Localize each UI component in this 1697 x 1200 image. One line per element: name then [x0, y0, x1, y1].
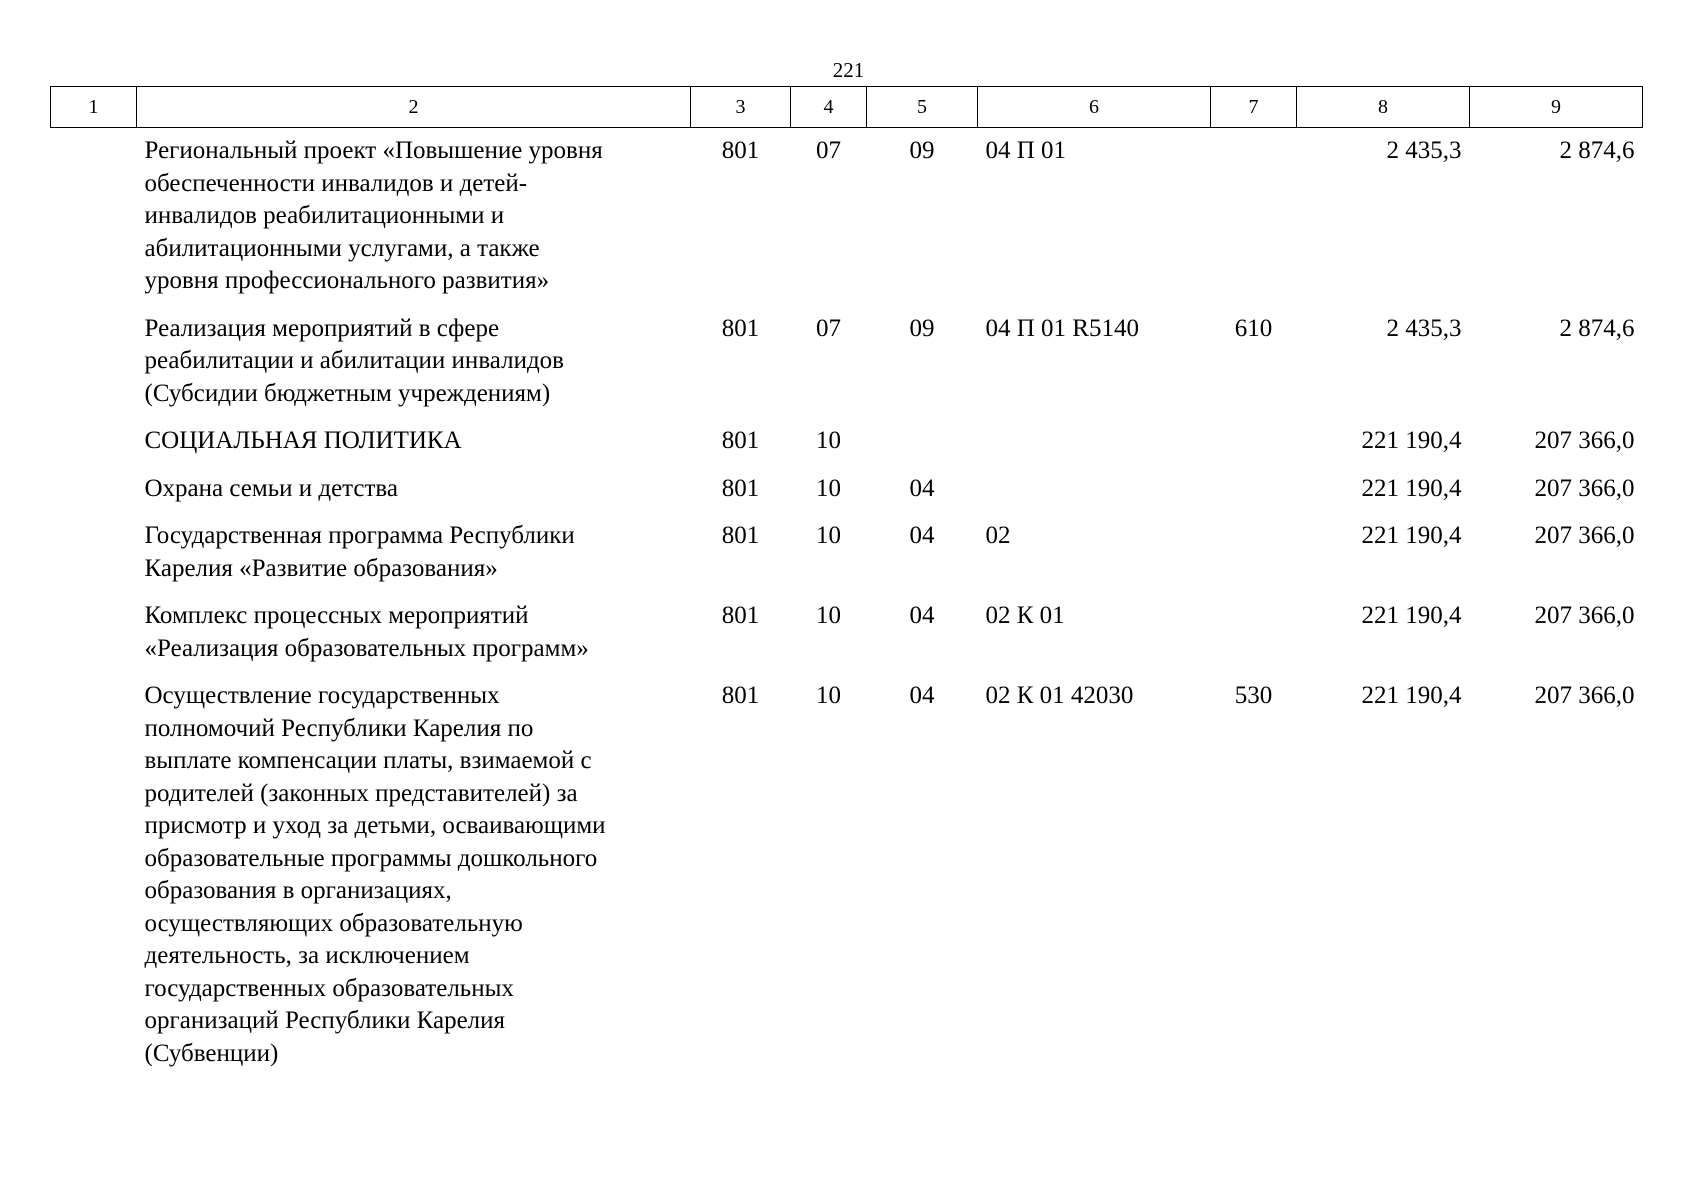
vedomstvo-code: 801: [721, 427, 760, 454]
amount-year-1: 221 190,4: [1361, 682, 1462, 709]
expense-type: [1211, 473, 1297, 521]
row-name-line: (Субсидии бюджетным учреждениям): [144, 379, 551, 407]
row-name-line: Реализация мероприятий в сфере: [144, 314, 500, 342]
row-name-line: Осуществление государственных: [144, 682, 500, 709]
row-name-line: реабилитации и абилитации инвалидов: [144, 347, 564, 374]
row-name: [137, 520, 691, 600]
expense-type: 610: [1234, 314, 1273, 342]
target-article: 02 К 01: [985, 602, 1065, 629]
vedomstvo-code: 801: [721, 602, 760, 629]
table-body: [51, 128, 1643, 1086]
target-article: 02 К 01 42030: [985, 682, 1134, 709]
vedomstvo-code: 801: [721, 474, 760, 502]
target-article: 04 П 01: [985, 137, 1067, 164]
vedomstvo-code: 801: [721, 314, 760, 342]
header-row: [51, 87, 1643, 128]
podrazdel-code: 04: [909, 522, 935, 549]
amount-year-2: 207 366,0: [1534, 522, 1635, 549]
table-row: [51, 520, 1643, 600]
table-header: [51, 87, 1643, 128]
row-name-line: Охрана семьи и детства: [144, 474, 398, 502]
podrazdel-code: 09: [909, 314, 935, 342]
vedomstvo-code: 801: [721, 522, 760, 549]
table-row: [51, 600, 1643, 680]
razdel-code: 10: [816, 602, 841, 629]
target-article: 02: [985, 522, 1011, 549]
podrazdel-code: [867, 425, 978, 473]
row-name-line: присмотр и уход за детьми, осваивающими: [144, 812, 606, 839]
row-name: [137, 473, 691, 521]
table-row: [51, 680, 1643, 1085]
razdel-code: 10: [816, 427, 841, 454]
row-name-line: полномочий Республики Карелия по: [144, 714, 534, 742]
row-name-line: абилитационными услугами, а также: [144, 234, 540, 262]
blank-cell: [51, 473, 137, 521]
column-header-5: 5: [867, 87, 978, 128]
blank-cell: [51, 600, 137, 680]
expense-type: [1211, 600, 1297, 680]
amount-year-1: 221 190,4: [1361, 602, 1462, 629]
table-row: [51, 425, 1643, 473]
column-header-8: 8: [1297, 87, 1470, 128]
row-name-line: деятельность, за исключением: [144, 942, 470, 969]
table-row: [51, 313, 1643, 426]
podrazdel-code: 04: [909, 474, 935, 502]
razdel-code: 07: [816, 137, 841, 164]
blank-cell: [51, 425, 137, 473]
table-row: [51, 128, 1643, 313]
row-name-line: Региональный проект «Повышение уровня: [144, 137, 603, 164]
amount-year-2: 2 874,6: [1559, 314, 1635, 342]
row-name-line: Карелия «Развитие образования»: [144, 554, 498, 582]
blank-cell: [51, 680, 137, 1085]
expense-type: 530: [1234, 682, 1273, 709]
row-name-line: Государственная программа Республики: [144, 522, 575, 549]
podrazdel-code: 04: [909, 602, 935, 629]
column-header-2: 2: [137, 87, 691, 128]
row-name-line: Комплекс процессных мероприятий: [144, 602, 529, 629]
row-name-line: образования в организациях,: [144, 877, 452, 904]
row-name-line: государственных образовательных: [144, 974, 514, 1002]
amount-year-1: 2 435,3: [1386, 137, 1462, 164]
row-name-line: уровня профессионального развития»: [144, 267, 550, 294]
column-header-9: 9: [1470, 87, 1643, 128]
row-name-line: инвалидов реабилитационными и: [144, 202, 505, 229]
row-name-line: образовательные программы дошкольного: [144, 844, 598, 872]
row-name: [137, 313, 691, 426]
podrazdel-code: 09: [909, 137, 935, 164]
amount-year-1: 221 190,4: [1361, 427, 1462, 454]
razdel-code: 10: [816, 474, 841, 502]
column-header-4: 4: [791, 87, 867, 128]
blank-cell: [51, 520, 137, 600]
row-name: [137, 680, 691, 1085]
row-name-line: выплате компенсации платы, взимаемой с: [144, 747, 592, 774]
row-name-line: осуществляющих образовательную: [144, 909, 523, 937]
podrazdel-code: 04: [909, 682, 935, 709]
row-name-line: родителей (законных представителей) за: [144, 779, 578, 807]
row-name-line: организаций Республики Карелия: [144, 1007, 506, 1034]
row-name-line: обеспеченности инвалидов и детей-: [144, 169, 528, 197]
column-header-3: 3: [691, 87, 791, 128]
amount-year-2: 207 366,0: [1534, 427, 1635, 454]
amount-year-2: 207 366,0: [1534, 602, 1635, 629]
razdel-code: 10: [816, 522, 841, 549]
budget-table: [50, 86, 1643, 1085]
amount-year-1: 221 190,4: [1361, 474, 1462, 502]
expense-type: [1211, 425, 1297, 473]
table-row: [51, 473, 1643, 521]
amount-year-2: 2 874,6: [1559, 137, 1635, 164]
row-name-line: «Реализация образовательных программ»: [144, 634, 589, 662]
column-header-1: 1: [51, 87, 137, 128]
amount-year-2: 207 366,0: [1534, 474, 1635, 502]
amount-year-1: 221 190,4: [1361, 522, 1462, 549]
expense-type: [1211, 520, 1297, 600]
row-name-line: СОЦИАЛЬНАЯ ПОЛИТИКА: [144, 427, 462, 454]
amount-year-2: 207 366,0: [1534, 682, 1635, 709]
column-header-6: 6: [978, 87, 1211, 128]
amount-year-1: 2 435,3: [1386, 314, 1462, 342]
target-article: 04 П 01 R5140: [985, 314, 1139, 342]
vedomstvo-code: 801: [721, 682, 760, 709]
target-article: [978, 473, 1211, 521]
page-number: 221: [832, 58, 865, 82]
target-article: [978, 425, 1211, 473]
razdel-code: 10: [816, 682, 841, 709]
vedomstvo-code: 801: [721, 137, 760, 164]
razdel-code: 07: [816, 314, 841, 342]
blank-cell: [51, 128, 137, 313]
row-name: [137, 600, 691, 680]
blank-cell: [51, 313, 137, 426]
row-name: [137, 128, 691, 313]
row-name: [137, 425, 691, 473]
column-header-7: 7: [1211, 87, 1297, 128]
expense-type: [1211, 128, 1297, 313]
row-name-line: (Субвенции): [144, 1039, 279, 1067]
